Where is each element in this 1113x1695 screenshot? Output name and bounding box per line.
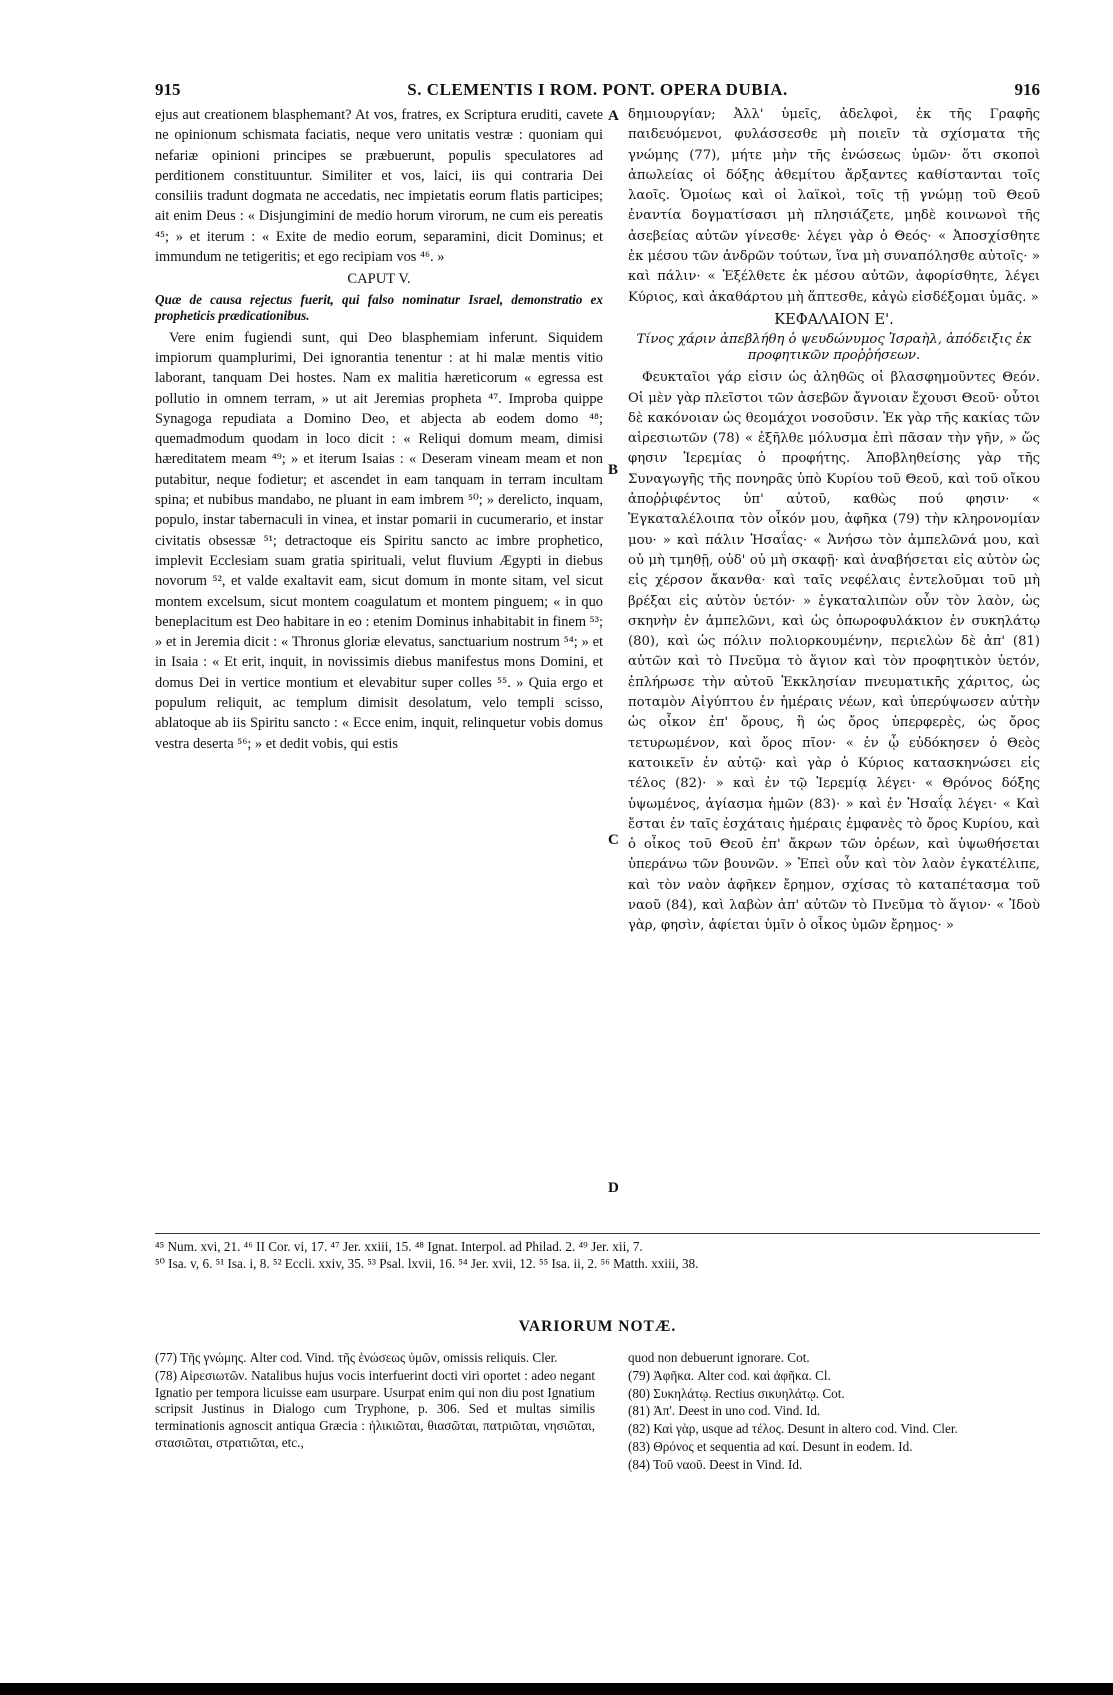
notes-right-column [628, 1350, 1040, 1475]
latin-column [155, 105, 603, 754]
left-page-number: 915 [155, 80, 181, 99]
note-82: (82) Καὶ γὰρ, usque ad τέλος. Desunt in altero cod. Vind. Cler. [628, 1421, 958, 1437]
margin-marker-a: A [608, 108, 619, 124]
right-page-number: 916 [1014, 80, 1040, 99]
running-header [155, 80, 1040, 104]
notes-left-column [155, 1350, 595, 1453]
latin-paragraph-2: Vere enim fugiendi sunt, qui Deo blasphemiam inferunt. Siquidem impiorum quamplurimi, Dei ignorantia tenentur : at hi malæ mentis vitio laborant, tanquam Dei hostes. Nam ex malitia hæreticorum « egressa est pollutio in omnem terram, » ut ait Jeremias propheta ⁴⁷. Improba quippe Synagoga repudiata a Domino Deo, et abjecta ab eodem domo ⁴⁸; quemadmodum quodam in loco dicit : « Reliqui domum meam, dimisi hæreditatem meam ⁴⁹; » et iterum Isaias : « Deseram vineam meam et non putabitur, neque fodietur; et ascendet in eam tanquam in terram incultam spina; et nubibus mandabo, ne pluant in eam imbrem ⁵⁰; » derelicto, inquam, populo, instar tabernaculi in vinea, et instar pomarii in cucumerario, et instar civitatis obsessæ ⁵¹; detractoque eis Spiritu sancto ac imbre propheticо, implevit Ecclesiam suam gratia spirituali, velut fluvium Ægypti in diebus novorum ⁵², et valde exaltavit eam, sicut domum in monte sitam, vel sicut montem excelsum, sicut montem coagulatum et montem pinguem; « in quo beneplacitum est Deo habitare in eo : etenim Dominus inhabitabit in finem ⁵³; » et in Jeremia dicit : « Thronus gloriæ elevatus, sanctuarium nostrum ⁵⁴; » et in Isaia : « Et erit, inquit, in novissimis diebus manifestus mons Domini, et domus Dei in vertice montium et elevabitur super colles ⁵⁵. » Quia ergo et populum reliquit, ac templum dimisit desolatum, velo templi scisso, ablatoque ab iis Spiritu sancto : « Ecce enim, inquit, relinquetur vobis domus vestra deserta ⁵⁶; » et dedit vobis, qui estis [155, 329, 603, 752]
running-title: S. CLEMENTIS I ROM. PONT. OPERA DUBIA. [407, 80, 788, 99]
latin-paragraph-1: ejus aut creationem blasphemant? At vos, fratres, ex Scriptura eruditi, cavete ne opinionum schismata faciatis, neque vero unitatis vestræ : quoniam qui nefariæ opinioni principes se præbuerunt, populis speculatores ad perditionem constituuntur. Similiter et vos, laici, iis qui contraria Dei consiliis tradunt dogmata ne accedatis, nec impietatis eorum flatis participes; ait enim Deus : « Disjungimini de medio horum virorum, ne cum eis pereatis ⁴⁵; » et iterum : « Exite de medio eorum, separamini, dicit Dominus; et immundum ne tetigeritis; et ego recipiam vos ⁴⁶. » [155, 107, 603, 266]
note-77: (77) Τῆς γνώμης. Alter cod. Vind. τῆς ἑνώσεως ὑμῶν, omissis reliquis. Cler. [155, 1350, 558, 1365]
margin-marker-b: B [608, 462, 619, 478]
variorum-notes-title: VARIORUM NOTÆ. [518, 1318, 677, 1335]
latin-chapter-summary: Quæ de causa rejectus fuerit, qui falso nominatur Israel, demonstratio ex propheticis prædicationibus. [155, 291, 603, 323]
note-79: (79) Ἀφῆκα. Alter cod. καὶ ἀφῆκα. Cl. [628, 1367, 831, 1383]
note-81: (81) Ἀπ'. Deest in uno cod. Vind. Id. [628, 1403, 821, 1419]
greek-chapter-summary: Τίνος χάριν ἀπεβλήθη ὁ ψευδώνυμος Ἰσραὴλ, ἀπόδειξις ἐκ προφητικῶν προῤῥήσεων. [636, 332, 1032, 364]
note-84: (84) Τοῦ ναοῦ. Deest in Vind. Id. [628, 1456, 803, 1472]
margin-marker-d: D [608, 1180, 619, 1196]
greek-chapter-heading: ΚΕΦΑΛΑΙΟΝ Ε'. [774, 310, 894, 328]
footnote-line: ⁵⁰ Isa. v, 6. ⁵¹ Isa. i, 8. ⁵² Eccli. xxiv, 35. ⁵³ Psal. lxvii, 16. ⁵⁴ Jer. xvii, 12. ⁵⁵ Isa. ii, 2. ⁵⁶ Matth. xxiii, 38. [155, 1256, 699, 1271]
note-83: (83) Θρόνος et sequentia ad καί. Desunt in eodem. Id. [628, 1438, 913, 1454]
footnote-divider [155, 1233, 1040, 1234]
footnote-line: ⁴⁵ Num. xvi, 21. ⁴⁶ II Cor. vi, 17. ⁴⁷ Jer. xxiii, 15. ⁴⁸ Ignat. Interpol. ad Philad. 2. ⁴⁹ Jer. xii, 7. [155, 1239, 643, 1254]
note-78-continuation: quod non debuerunt ignorare. Cot. [628, 1350, 810, 1365]
greek-paragraph-2: Φευκταῖοι γάρ εἰσιν ὡς ἀληθῶς οἱ βλασφημοῦντες Θεόν. Οἱ μὲν γὰρ πλεῖστοι τῶν ἀσεβῶν ἄγνοιαν ἔχουσι Θεοῦ· οὗτοι δὲ κακόνοιαν ὡς θεομάχοι νοσοῦσιν. Ἐκ γὰρ τῆς κακίας τῶν αἱρεσιωτῶν (78) « ἐξῆλθε μόλυσμα ἐπὶ πᾶσαν τὴν γῆν, » ὥς φησιν Ἱερεμίας ὁ προφήτης. Ἀποβληθείσης γὰρ τῆς Συναγωγῆς τῆς πονηρᾶς ὑπὸ Κυρίου τοῦ Θεοῦ, καὶ τοῦ οἴκου ἀποῤῥιφέντος ὑπ' αὐτοῦ, καθὼς πού φησιν· « Ἐγκαταλέλοιπα τὸν οἶκόν μου, ἀφῆκα (79) τὴν κληρονομίαν μου· » καὶ πάλιν Ἡσαΐας· « Ἀνήσω τὸν ἀμπελῶνά μου, καὶ οὐ μὴ τμηθῇ, οὐδ' οὐ μὴ σκαφῇ· καὶ ἀναβήσεται εἰς αὐτὸν ὡς εἰς χέρσον ἄκανθα· καὶ ταῖς νεφέλαις ἐντελοῦμαι τοῦ μὴ βρέξαι εἰς αὐτὸν ὑετόν· » ἐγκαταλιπὼν οὖν τὸν λαὸν, ὡς σκηνὴν ἐν ἀμπελῶνι, καὶ ὡς ὀπωροφυλάκιον ἐν συκηλάτῳ (80), καὶ ὡς πόλιν πολιορκουμένην, περιελὼν δὲ ἀπ' (81) αὐτῶν καὶ τὸ Πνεῦμα τὸ ἅγιον καὶ τὸν προφητικὸν ὑετόν, ἐπλήρωσε τὴν αὐτοῦ Ἐκκλησίαν πνευματικῆς χάριτος, ὡς ποταμὸν Αἰγύπτου ἐν ἡμέραις νέων, καὶ ὑπερύψωσεν αὐτὴν ὡς οἶκον ἐπ' ὄρους, ἢ ὡς ὄρος ὑπερφερὲς, ὡς ὄρος τετυρωμένον, καὶ ὄρος πῖον· « ἐν ᾧ εὐδόκησεν ὁ Θεὸς κατοικεῖν ἐν αὐτῷ· καὶ γὰρ ὁ Κύριος κατασκηνώσει εἰς τέλος (82)· » καὶ ἐν τῷ Ἱερεμίᾳ λέγει· « Θρόνος δόξης ὑψωμένος, ἁγίασμα ἡμῶν (83)· » καὶ ἐν Ἡσαΐᾳ λέγει· « Καὶ ἔσται ἐν ταῖς ἐσχάταις ἡμέραις ἐμφανὲς τὸ ὄρος Κυρίου, καὶ ὁ οἶκος τοῦ Θεοῦ ἐπ' ἄκρων τῶν ὀρέων, καὶ ὑψωθήσεται ὑπεράνω τῶν βουνῶν. » Ἐπεὶ οὖν καὶ τὸν λαὸν ἐγκατέλιπε, καὶ τὸν ναὸν ἀφῆκεν ἔρημον, σχίσας τὸ καταπέτασμα τοῦ ναοῦ (84), καὶ λαβὼν ἀπ' αὐτῶν τὸ Πνεῦμα τὸ ἅγιον· « Ἰδοὺ γὰρ, φησὶν, ἀφίεται ὑμῖν ὁ οἶκος ὑμῶν ἔρημος· » [628, 370, 1040, 934]
greek-column [628, 105, 1040, 937]
note-80: (80) Συκηλάτῳ. Rectius σικυηλάτῳ. Cot. [628, 1385, 845, 1401]
greek-paragraph-1: δημιουργίαν; Ἀλλ' ὑμεῖς, ἀδελφοὶ, ἐκ τῆς Γραφῆς παιδευόμενοι, φυλάσσεσθε μὴ ποιεῖν τὰ σχίσματα τῆς γνώμης (77), μήτε μὴν τῆς ἑνώσεως ὑμῶν· ὅτι σκοποὶ ἀπωλείας οἱ δόξης ἀθεμίτου ἄρξαντες καθίστανται τοῖς λαοῖς. Ὁμοίως καὶ οἱ λαϊκοὶ, τοῖς τῇ γνώμῃ τοῦ Θεοῦ ἐναντία δογματίσασι μὴ πλησιάζετε, μηδὲ κοινωνοὶ τῆς ἀσεβείας αὐτῶν γίνεσθε· λέγει γὰρ ὁ Θεός· « Ἀποσχίσθητε ἐκ μέσου τῶν ἀνδρῶν τούτων, ἵνα μὴ συναπόλησθε αὐτοῖς· » καὶ πάλιν· « Ἐξέλθετε ἐκ μέσου αὐτῶν, ἀφορίσθητε, λέγει Κύριος, καὶ ἀκαθάρτου μὴ ἅπτεσθε, κἀγὼ εἰσδέξομαι ὑμᾶς. » [628, 107, 1040, 305]
scan-bottom-edge [0, 1683, 1113, 1695]
margin-marker-c: C [608, 832, 619, 848]
note-78: (78) Αἱρεσιωτῶν. Natalibus hujus vocis interfuerint docti viri oportet : adeo negant Ignatio per tempora licuisse eam usurpare. Usurpat enim qui non diu post Ignatium scripsit Justinus in Dialogo cum Tryphone, p. 306. Sed et multas similis terminationis agnoscit antiqua Græcia : ἡλικιῶται, θιασῶται, πατριῶται, νησιῶται, στασιῶται, στρατιῶται, etc., [155, 1367, 595, 1450]
latin-chapter-heading: CAPUT V. [347, 271, 411, 288]
footnotes [155, 1238, 1040, 1272]
